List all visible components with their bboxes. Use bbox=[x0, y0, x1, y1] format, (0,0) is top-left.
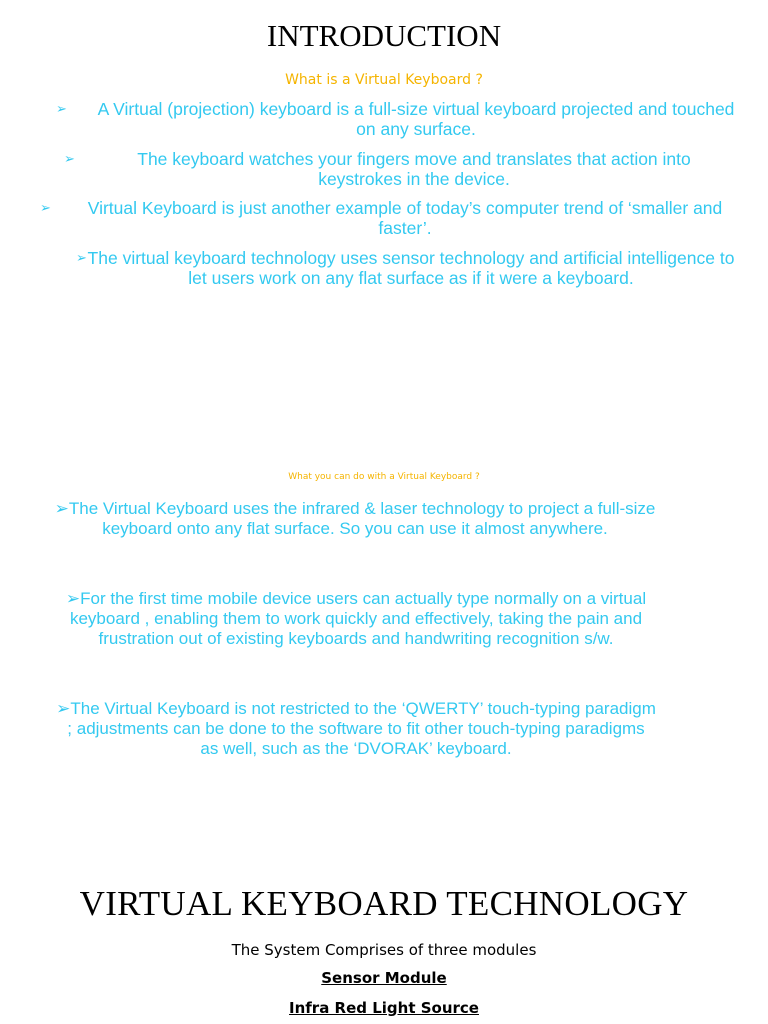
arrow-bullet-icon: ➢ bbox=[76, 250, 87, 265]
intro-bullet-text: The virtual keyboard technology uses sensor technology and artificial intelligence to let users work on any flat surface as if it were a keyboard. bbox=[87, 248, 735, 288]
module-infrared-light-source: Infra Red Light Source bbox=[289, 999, 479, 1017]
capability-paragraph-3: ➢The Virtual Keyboard is not restricted to the ‘QWERTY’ touch-typing paradigm ; adjustments can be done to the software to fit other touch-typing paradigms as well, such as the ‘DVORAK’ keyboard. bbox=[56, 699, 656, 758]
what-is-subtitle: What is a Virtual Keyboard ? bbox=[285, 72, 483, 88]
capability-paragraph-1: ➢The Virtual Keyboard uses the infrared & laser technology to project a full-size keyboard onto any flat surface. So you can use it almost anywhere. bbox=[54, 499, 656, 538]
intro-bullet-3 bbox=[40, 198, 760, 238]
intro-bullet-text: The keyboard watches your fingers move and translates that action into keystrokes in the device. bbox=[137, 149, 691, 189]
intro-bullet-4 bbox=[76, 248, 756, 288]
capability-paragraph-2: ➢For the first time mobile device users can actually type normally on a virtual keyboard , enabling them to work quickly and effectively, taking the pain and frustration out of existing keyboards and handwriting recognition s/w. bbox=[65, 589, 647, 648]
module-sensor: Sensor Module bbox=[321, 969, 447, 987]
intro-bullet-text: A Virtual (projection) keyboard is a full-size virtual keyboard projected and touched on any surface. bbox=[97, 99, 735, 139]
modules-intro: The System Comprises of three modules bbox=[231, 941, 537, 959]
introduction-title: INTRODUCTION bbox=[266, 18, 502, 53]
intro-bullet-1 bbox=[56, 99, 756, 139]
arrow-bullet-icon: ➢ bbox=[64, 151, 75, 166]
arrow-bullet-icon: ➢ bbox=[56, 101, 67, 116]
what-you-can-do-subtitle: What you can do with a Virtual Keyboard ? bbox=[288, 472, 480, 482]
intro-bullet-text: Virtual Keyboard is just another example of today’s computer trend of ‘smaller and faster’. bbox=[87, 198, 723, 238]
technology-title: VIRTUAL KEYBOARD TECHNOLOGY bbox=[79, 884, 689, 923]
intro-bullet-2 bbox=[64, 149, 764, 189]
arrow-bullet-icon: ➢ bbox=[40, 200, 51, 215]
